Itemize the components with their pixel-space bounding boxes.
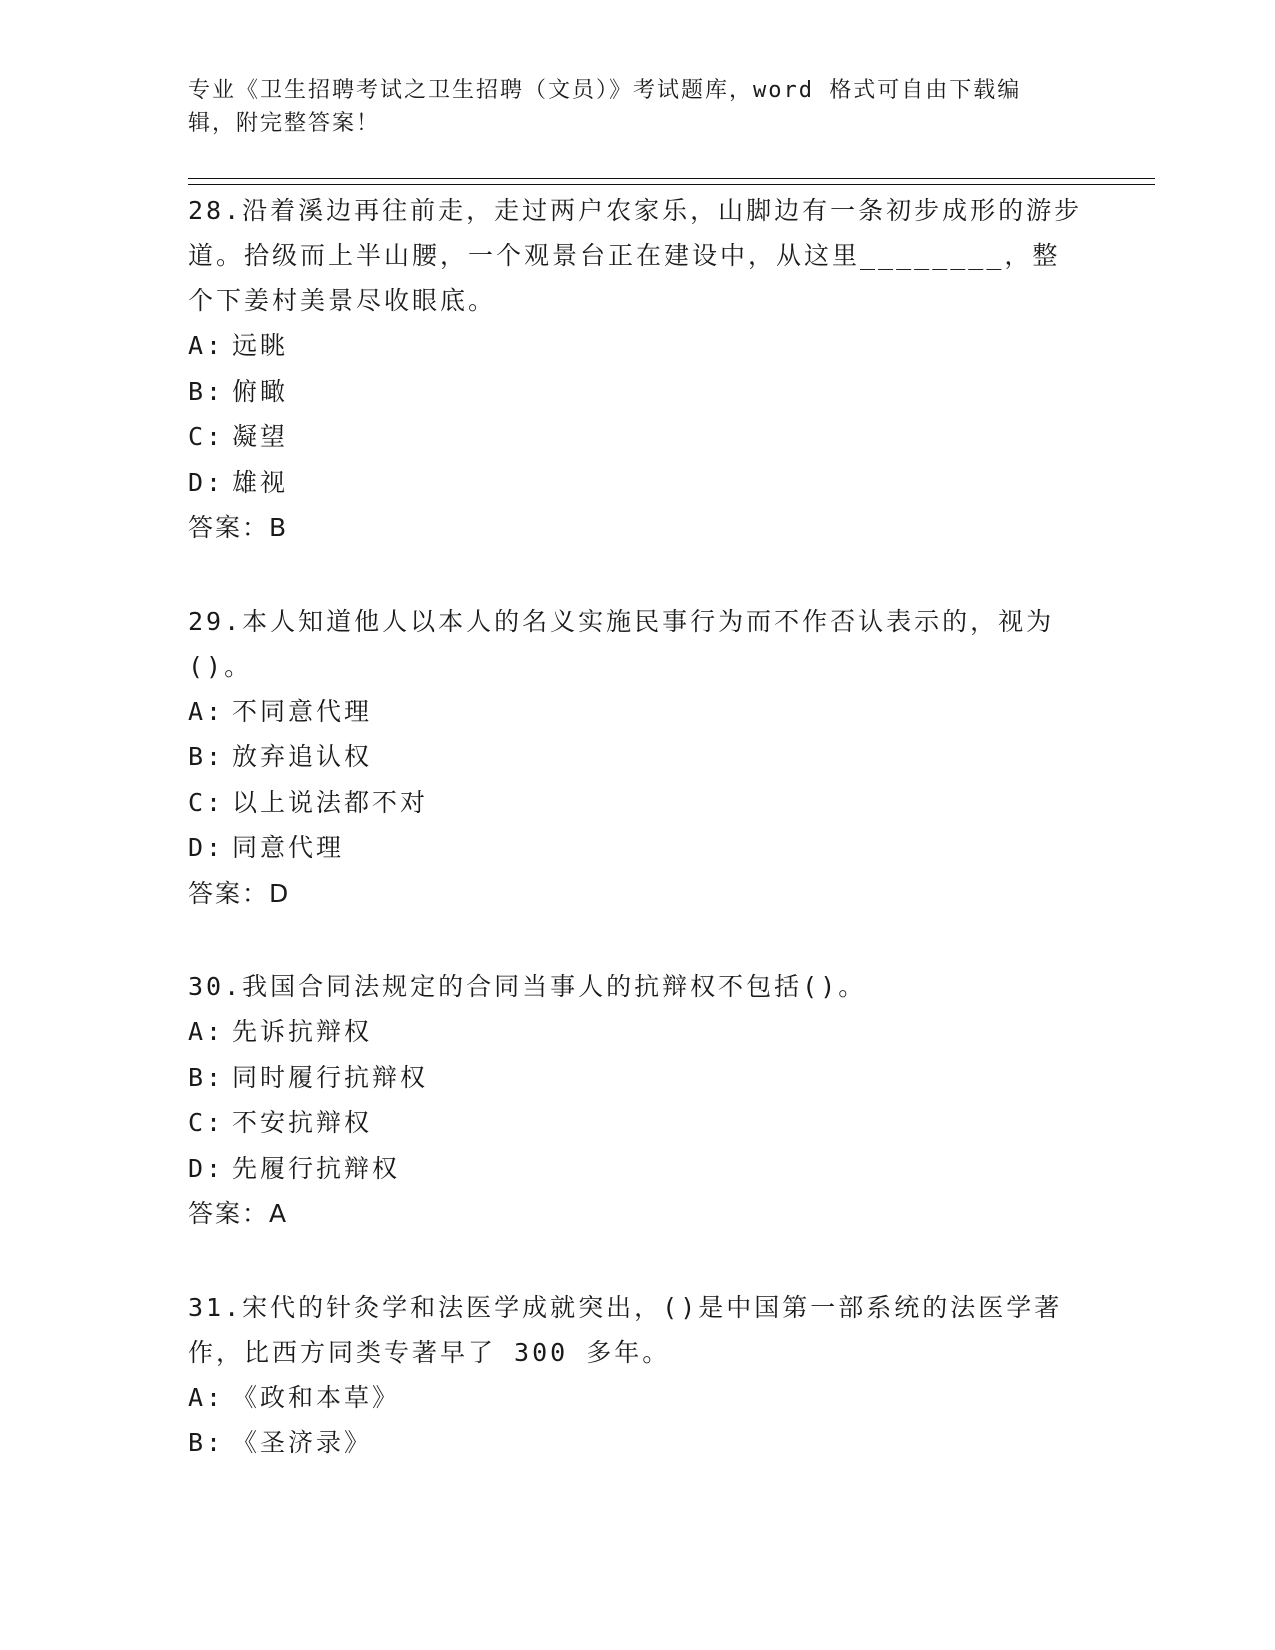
option-key: D: bbox=[188, 467, 225, 497]
answer-line: 答案：A bbox=[188, 1199, 289, 1228]
option-a bbox=[188, 323, 1088, 369]
option-a bbox=[188, 1375, 1088, 1421]
option-text: 放弃追认权 bbox=[232, 742, 373, 771]
spacer bbox=[188, 551, 1088, 599]
question-30 bbox=[188, 964, 1088, 1237]
question-stem: 31.宋代的针灸学和法医学成就突出，()是中国第一部系统的法医学著作，比西方同类专著早了 300 多年。 bbox=[188, 1292, 1063, 1367]
option-key: D: bbox=[188, 1153, 225, 1183]
question-29 bbox=[188, 599, 1088, 917]
option-key: D: bbox=[188, 833, 225, 862]
option-b bbox=[188, 1420, 1088, 1466]
option-a bbox=[188, 1009, 1088, 1055]
question-list bbox=[188, 188, 1088, 1466]
option-text: 雄视 bbox=[232, 467, 289, 497]
option-key: B: bbox=[188, 1062, 225, 1092]
option-c bbox=[188, 1100, 1088, 1146]
option-text: 《政和本草》 bbox=[232, 1382, 401, 1412]
spacer bbox=[188, 916, 1088, 964]
question-stem: 28.沿着溪边再往前走，走过两户农家乐，山脚边有一条初步成形的游步道。拾级而上半山腰，一个观景台正在建设中，从这里________，整个下姜村美景尽收眼底。 bbox=[188, 196, 1083, 315]
option-a bbox=[188, 689, 1088, 735]
option-d bbox=[188, 825, 1088, 871]
question-stem: 29.本人知道他人以本人的名义实施民事行为而不作否认表示的，视为()。 bbox=[188, 606, 1055, 681]
spacer bbox=[188, 1237, 1088, 1285]
option-key: A: bbox=[188, 696, 225, 726]
option-key: B: bbox=[188, 376, 225, 406]
question-28 bbox=[188, 188, 1088, 551]
option-key: C: bbox=[188, 422, 225, 451]
question-stem: 30.我国合同法规定的合同当事人的抗辩权不包括()。 bbox=[188, 972, 867, 1001]
option-key: B: bbox=[188, 742, 225, 771]
option-key: C: bbox=[188, 787, 225, 817]
option-text: 不同意代理 bbox=[232, 696, 373, 726]
option-text: 凝望 bbox=[232, 422, 289, 451]
option-c bbox=[188, 780, 1088, 826]
option-text: 先履行抗辩权 bbox=[232, 1153, 401, 1183]
option-key: A: bbox=[188, 1017, 225, 1046]
option-b bbox=[188, 734, 1088, 780]
option-text: 同意代理 bbox=[232, 833, 345, 862]
answer-line: 答案：D bbox=[188, 878, 291, 908]
option-key: B: bbox=[188, 1428, 225, 1457]
option-key: A: bbox=[188, 1382, 225, 1412]
option-d bbox=[188, 460, 1088, 506]
option-text: 不安抗辩权 bbox=[232, 1108, 373, 1137]
option-key: A: bbox=[188, 331, 225, 360]
option-text: 远眺 bbox=[232, 331, 289, 360]
question-31 bbox=[188, 1285, 1088, 1466]
option-text: 先诉抗辩权 bbox=[232, 1017, 373, 1046]
option-key: C: bbox=[188, 1108, 225, 1137]
header-divider-bottom bbox=[188, 184, 1155, 185]
option-c bbox=[188, 414, 1088, 460]
answer-line: 答案：B bbox=[188, 513, 289, 542]
option-text: 《圣济录》 bbox=[232, 1428, 373, 1457]
option-text: 同时履行抗辩权 bbox=[232, 1062, 429, 1092]
option-b bbox=[188, 369, 1088, 415]
document-header: 专业《卫生招聘考试之卫生招聘（文员）》考试题库，word 格式可自由下载编辑，附完整答案！ bbox=[188, 78, 1022, 136]
option-text: 俯瞰 bbox=[232, 376, 289, 406]
option-text: 以上说法都不对 bbox=[232, 787, 429, 817]
option-b bbox=[188, 1055, 1088, 1101]
header-divider-top bbox=[188, 178, 1155, 179]
option-d bbox=[188, 1146, 1088, 1192]
